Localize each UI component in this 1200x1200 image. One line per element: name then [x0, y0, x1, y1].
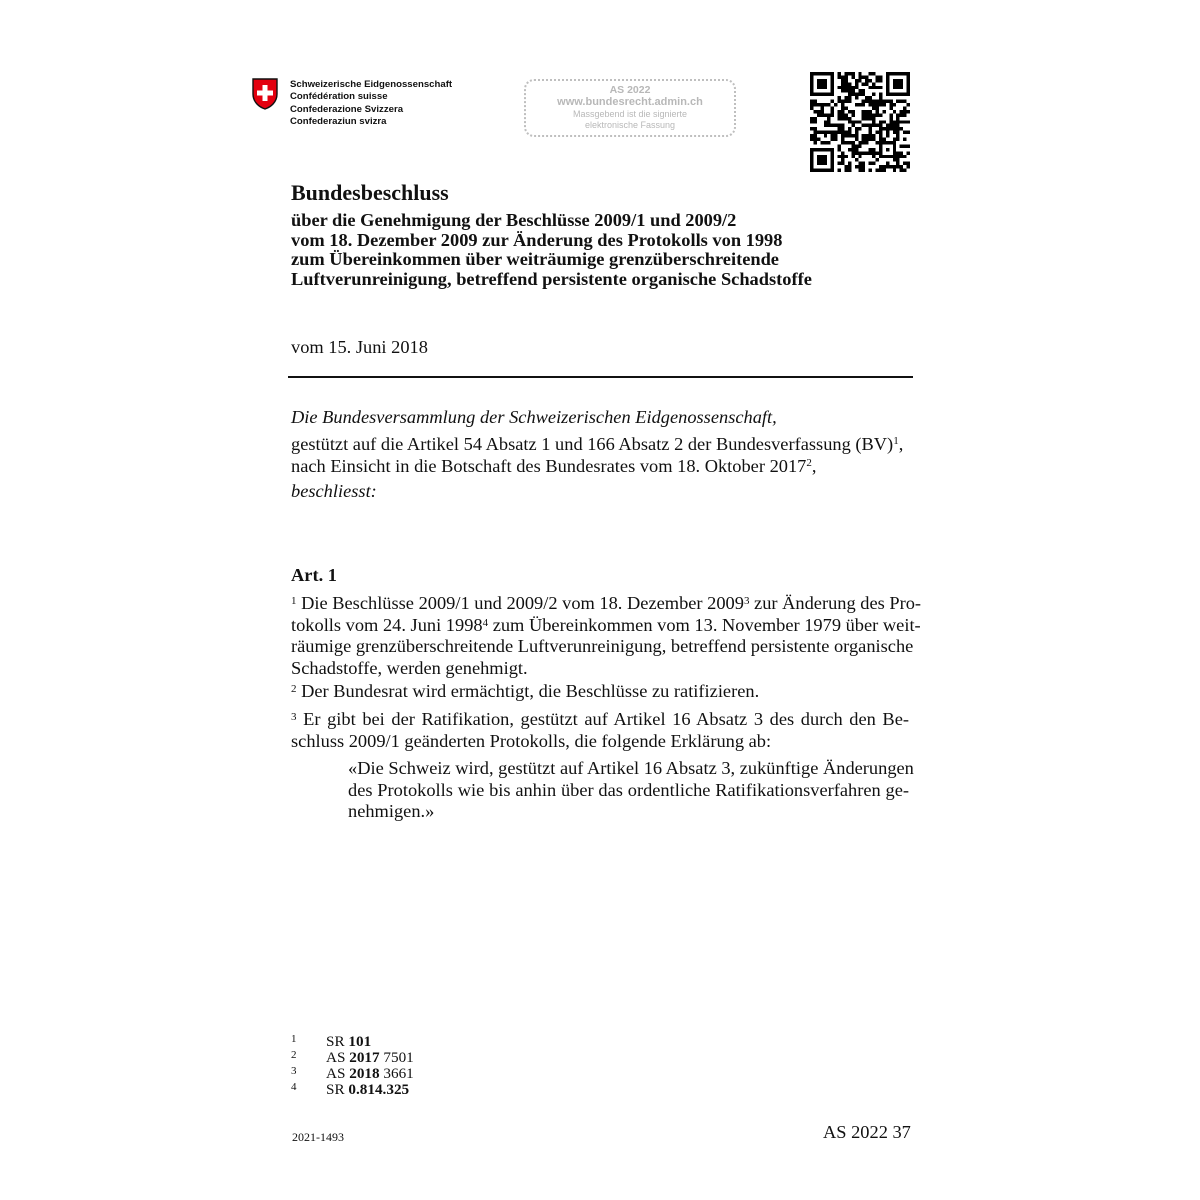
confed-name-it: Confederazione Svizzera — [290, 103, 404, 115]
paragraph-text: Die Beschlüsse 2009/1 und 2009/2 vom 18. Dezember 2009 — [296, 593, 744, 613]
paragraph-line — [291, 593, 922, 615]
subtitle-line: zum Übereinkommen über weiträumige grenzüberschreitende — [291, 249, 779, 270]
paragraph-line — [291, 681, 909, 703]
footnote-ref[interactable]: 2 — [806, 457, 812, 469]
paragraph-number: 3 — [291, 711, 297, 723]
preamble-message-text: nach Einsicht in die Botschaft des Bundesrates vom 18. Oktober 2017 — [291, 456, 807, 476]
title-divider — [288, 376, 913, 378]
paragraph-line — [291, 709, 909, 731]
swiss-cross-shield-icon — [252, 78, 278, 110]
footnote-ref-bold: 2017 — [349, 1049, 380, 1066]
footnote-number: 2 — [291, 1049, 297, 1061]
preamble-resolves: beschliesst: — [291, 481, 377, 501]
footnote — [291, 1079, 409, 1098]
preamble-intro: Die Bundesversammlung der Schweizerischen Eidgenossenschaft, — [291, 407, 777, 427]
confed-name-rm: Confederaziun svizra — [290, 116, 387, 128]
stamp-line-3: Massgebend ist die signierte — [572, 109, 688, 119]
footnote-number: 3 — [291, 1065, 297, 1077]
document-subtitle — [291, 211, 931, 289]
paragraph-text: zum Übereinkommen vom 13. November 1979 über weit- — [488, 614, 921, 635]
paragraph-line — [291, 614, 921, 637]
stamp-line-2: www.bundesrecht.admin.ch — [557, 96, 703, 108]
footnote-ref[interactable]: 1 — [893, 435, 899, 447]
paragraph-line: Schadstoffe, werden genehmigt. — [291, 657, 528, 678]
preamble-basis-text: gestützt auf die Artikel 54 Absatz 1 und 166 Absatz 2 der Bundesverfassung (BV) — [291, 434, 894, 454]
quote-line: «Die Schweiz wird, gestützt auf Artikel 16 Absatz 3, zukünftige Änderungen — [348, 758, 914, 778]
footnote-number: 1 — [291, 1033, 297, 1045]
paragraph-text: Er gibt bei der Ratifikation, gestützt auf Artikel 16 Absatz 3 des durch den Be- — [296, 709, 909, 729]
footnote-ref[interactable]: 3 — [743, 595, 750, 607]
subtitle-line: über die Genehmigung der Beschlüsse 2009/1 und 2009/2 — [291, 210, 737, 230]
paragraph-line: schluss 2009/1 geänderten Protokolls, die folgende Erklärung ab: — [291, 730, 772, 751]
paragraph-text: zur Änderung des Pro- — [749, 593, 922, 613]
preamble-message-end: , — [811, 456, 817, 476]
footnote-text: AS — [326, 1065, 350, 1082]
confed-name-fr: Confédération suisse — [290, 91, 388, 103]
paragraph-line: räumige grenzüberschreitende Luftverunreinigung, betreffend persistente organische — [291, 636, 914, 657]
page-reference: AS 2022 37 — [823, 1122, 911, 1142]
article-paragraph-1 — [291, 593, 922, 679]
confederation-names — [290, 79, 452, 129]
document-title: Bundesbeschluss — [291, 180, 449, 205]
stamp-line-1: AS 2022 — [609, 84, 651, 96]
preamble-basis-end: , — [898, 434, 904, 454]
quote-line: des Protokolls wie bis anhin über das ordentliche Ratifikationsverfahren ge- — [348, 779, 909, 800]
footnote-ref-bold: 0.814.325 — [348, 1081, 410, 1098]
footnote-number: 4 — [291, 1081, 297, 1093]
footnote-text: AS — [326, 1049, 350, 1066]
footnote-text: SR — [326, 1033, 349, 1050]
document-number: 2021-1493 — [292, 1130, 344, 1144]
subtitle-line: Luftverunreinigung, betreffend persistente organische Schadstoffe — [291, 268, 812, 289]
footnote-text: 3661 — [379, 1065, 414, 1082]
footnote-text: SR — [326, 1081, 349, 1098]
footnote-ref-bold: 2018 — [349, 1065, 380, 1082]
confed-name-de: Schweizerische Eidgenossenschaft — [290, 79, 453, 90]
article-paragraph-3 — [291, 709, 909, 752]
authenticity-stamp — [524, 79, 736, 137]
quote-line: nehmigen.» — [348, 801, 435, 822]
qr-code-icon — [810, 72, 910, 172]
footnote-ref[interactable]: 4 — [482, 616, 489, 629]
stamp-line-4: elektronische Fassung — [584, 120, 676, 130]
article-heading: Art. 1 — [291, 565, 337, 585]
footnote-ref-bold: 101 — [348, 1033, 372, 1050]
paragraph-text: tokolls vom 24. Juni 1998 — [291, 614, 483, 635]
footnote-text: 7501 — [379, 1049, 414, 1066]
paragraph-text: Der Bundesrat wird ermächtigt, die Beschlüsse zu ratifizieren. — [296, 681, 760, 701]
declaration-quote — [348, 758, 914, 823]
paragraph-number: 2 — [291, 683, 297, 695]
preamble-message — [291, 455, 816, 477]
article-paragraph-2 — [291, 681, 909, 703]
document-date: vom 15. Juni 2018 — [291, 337, 428, 357]
subtitle-line: vom 18. Dezember 2009 zur Änderung des Protokolls von 1998 — [291, 229, 783, 250]
paragraph-number: 1 — [291, 595, 297, 607]
preamble-basis — [291, 433, 903, 455]
